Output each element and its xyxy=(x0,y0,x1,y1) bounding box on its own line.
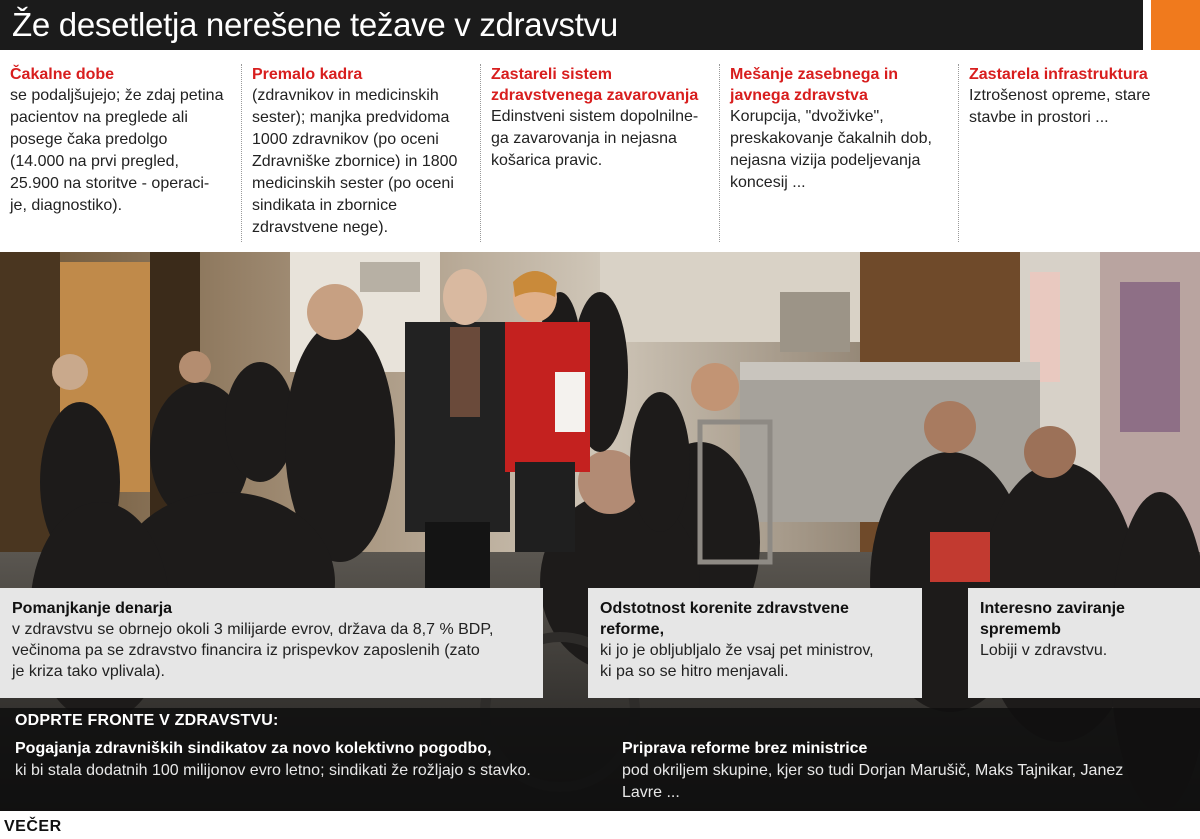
box-title xyxy=(980,598,1188,640)
text-line: 1000 zdravnikov (po oceni xyxy=(252,131,439,148)
title-line: Mešanje zasebnega in xyxy=(730,66,899,83)
column-text xyxy=(10,85,240,217)
text-line: Zdravniške zbornice) in 1800 xyxy=(252,153,458,170)
text-line: ga zavarovanja in nejasna xyxy=(491,130,677,147)
text-line: sester); manjka predvidoma xyxy=(252,109,450,126)
text-line: večinoma pa se zdravstvo financira iz prispevkov zaposlenih (zato xyxy=(12,642,480,659)
column-staff-shortage xyxy=(241,64,481,242)
column-title xyxy=(730,64,960,106)
text-line: je kriza tako vplivala). xyxy=(12,663,165,680)
box-text xyxy=(12,619,531,682)
title-line: Zastareli sistem xyxy=(491,66,612,83)
column-text xyxy=(969,85,1200,129)
text-line: pacientov na preglede ali xyxy=(10,109,188,126)
text-line: Lavre ... xyxy=(622,784,680,801)
open-fronts-title: ODPRTE FRONTE V ZDRAVSTVU: xyxy=(15,712,279,729)
text-line: medicinskih sester (po oceni xyxy=(252,175,454,192)
orange-accent-block xyxy=(1151,0,1200,50)
column-waiting-times xyxy=(0,64,240,242)
front-item-reform-preparation xyxy=(622,738,1182,804)
text-line: koncesij ... xyxy=(730,174,806,191)
text-line: Korupcija, "dvoživke", xyxy=(730,108,884,125)
front-item-negotiations xyxy=(15,738,600,782)
column-title xyxy=(491,64,720,106)
column-private-public-mix xyxy=(719,64,960,242)
title-line: zdravstvenega zavarovanja xyxy=(491,87,699,104)
column-title: Zastarela infrastruktura xyxy=(969,66,1148,83)
text-line: posege čaka predolgo xyxy=(10,131,168,148)
text-line: v zdravstvu se obrnejo okoli 3 milijarde evrov, država da 8,7 % BDP, xyxy=(12,621,494,638)
title-line: Interesno zaviranje xyxy=(980,600,1125,617)
column-insurance-system xyxy=(480,64,720,242)
text-line: Edinstveni sistem dopolnilne- xyxy=(491,108,699,125)
text-line: (14.000 na prvi pregled, xyxy=(10,153,179,170)
front-text xyxy=(15,760,600,782)
text-line: 25.900 na storitve - operaci- xyxy=(10,175,210,192)
text-line: ki bi stala dodatnih 100 milijonov evro letno; sindikati že rožljajo s stavko. xyxy=(15,762,531,779)
title-line: Odstotnost korenite zdravstvene xyxy=(600,600,849,617)
box-lack-of-money xyxy=(0,588,543,698)
box-title xyxy=(600,598,910,640)
column-title: Premalo kadra xyxy=(252,66,363,83)
column-infrastructure xyxy=(958,64,1200,242)
column-title: Čakalne dobe xyxy=(10,66,115,83)
text-line: Iztrošenost opreme, stare xyxy=(969,87,1151,104)
box-text xyxy=(980,640,1188,661)
column-text xyxy=(730,106,960,194)
front-title: Pogajanja zdravniških sindikatov za novo kolektivno pogodbo, xyxy=(15,740,492,757)
text-line: Lobiji v zdravstvu. xyxy=(980,642,1108,659)
text-line: nejasna vizija podeljevanja xyxy=(730,152,921,169)
text-line: košarica pravic. xyxy=(491,152,603,169)
text-line: pod okriljem skupine, kjer so tudi Dorjan Marušič, Maks Tajnikar, Janez xyxy=(622,762,1124,779)
title-bar xyxy=(0,0,1143,50)
text-line: je, diagnostiko). xyxy=(10,197,123,214)
text-line: stavbe in prostori ... xyxy=(969,109,1109,126)
box-reform-absence xyxy=(588,588,922,698)
column-text xyxy=(252,85,481,239)
title-line: sprememb xyxy=(980,621,1061,638)
text-line: sindikata in zbornice xyxy=(252,197,397,214)
text-line: zdravstvene nege). xyxy=(252,219,389,236)
text-line: ki pa so se hitro menjavali. xyxy=(600,663,789,680)
box-blocking-changes xyxy=(968,588,1200,698)
text-line: ki jo je obljubljalo že vsaj pet ministrov, xyxy=(600,642,874,659)
front-title: Priprava reforme brez ministrice xyxy=(622,740,868,757)
title-line: javnega zdravstva xyxy=(730,87,868,104)
text-line: preskakovanje čakalnih dob, xyxy=(730,130,932,147)
text-line: se podaljšujejo; že zdaj petina xyxy=(10,87,224,104)
box-text xyxy=(600,640,910,682)
column-text xyxy=(491,106,720,172)
front-text xyxy=(622,760,1182,804)
box-title: Pomanjkanje denarja xyxy=(12,600,173,617)
page-title: Že desetletja nerešene težave v zdravstvu xyxy=(12,6,618,43)
open-fronts-band xyxy=(0,708,1200,811)
title-line: reforme, xyxy=(600,621,665,638)
publisher-brand: VEČER xyxy=(4,818,62,835)
text-line: (zdravnikov in medicinskih xyxy=(252,87,439,104)
